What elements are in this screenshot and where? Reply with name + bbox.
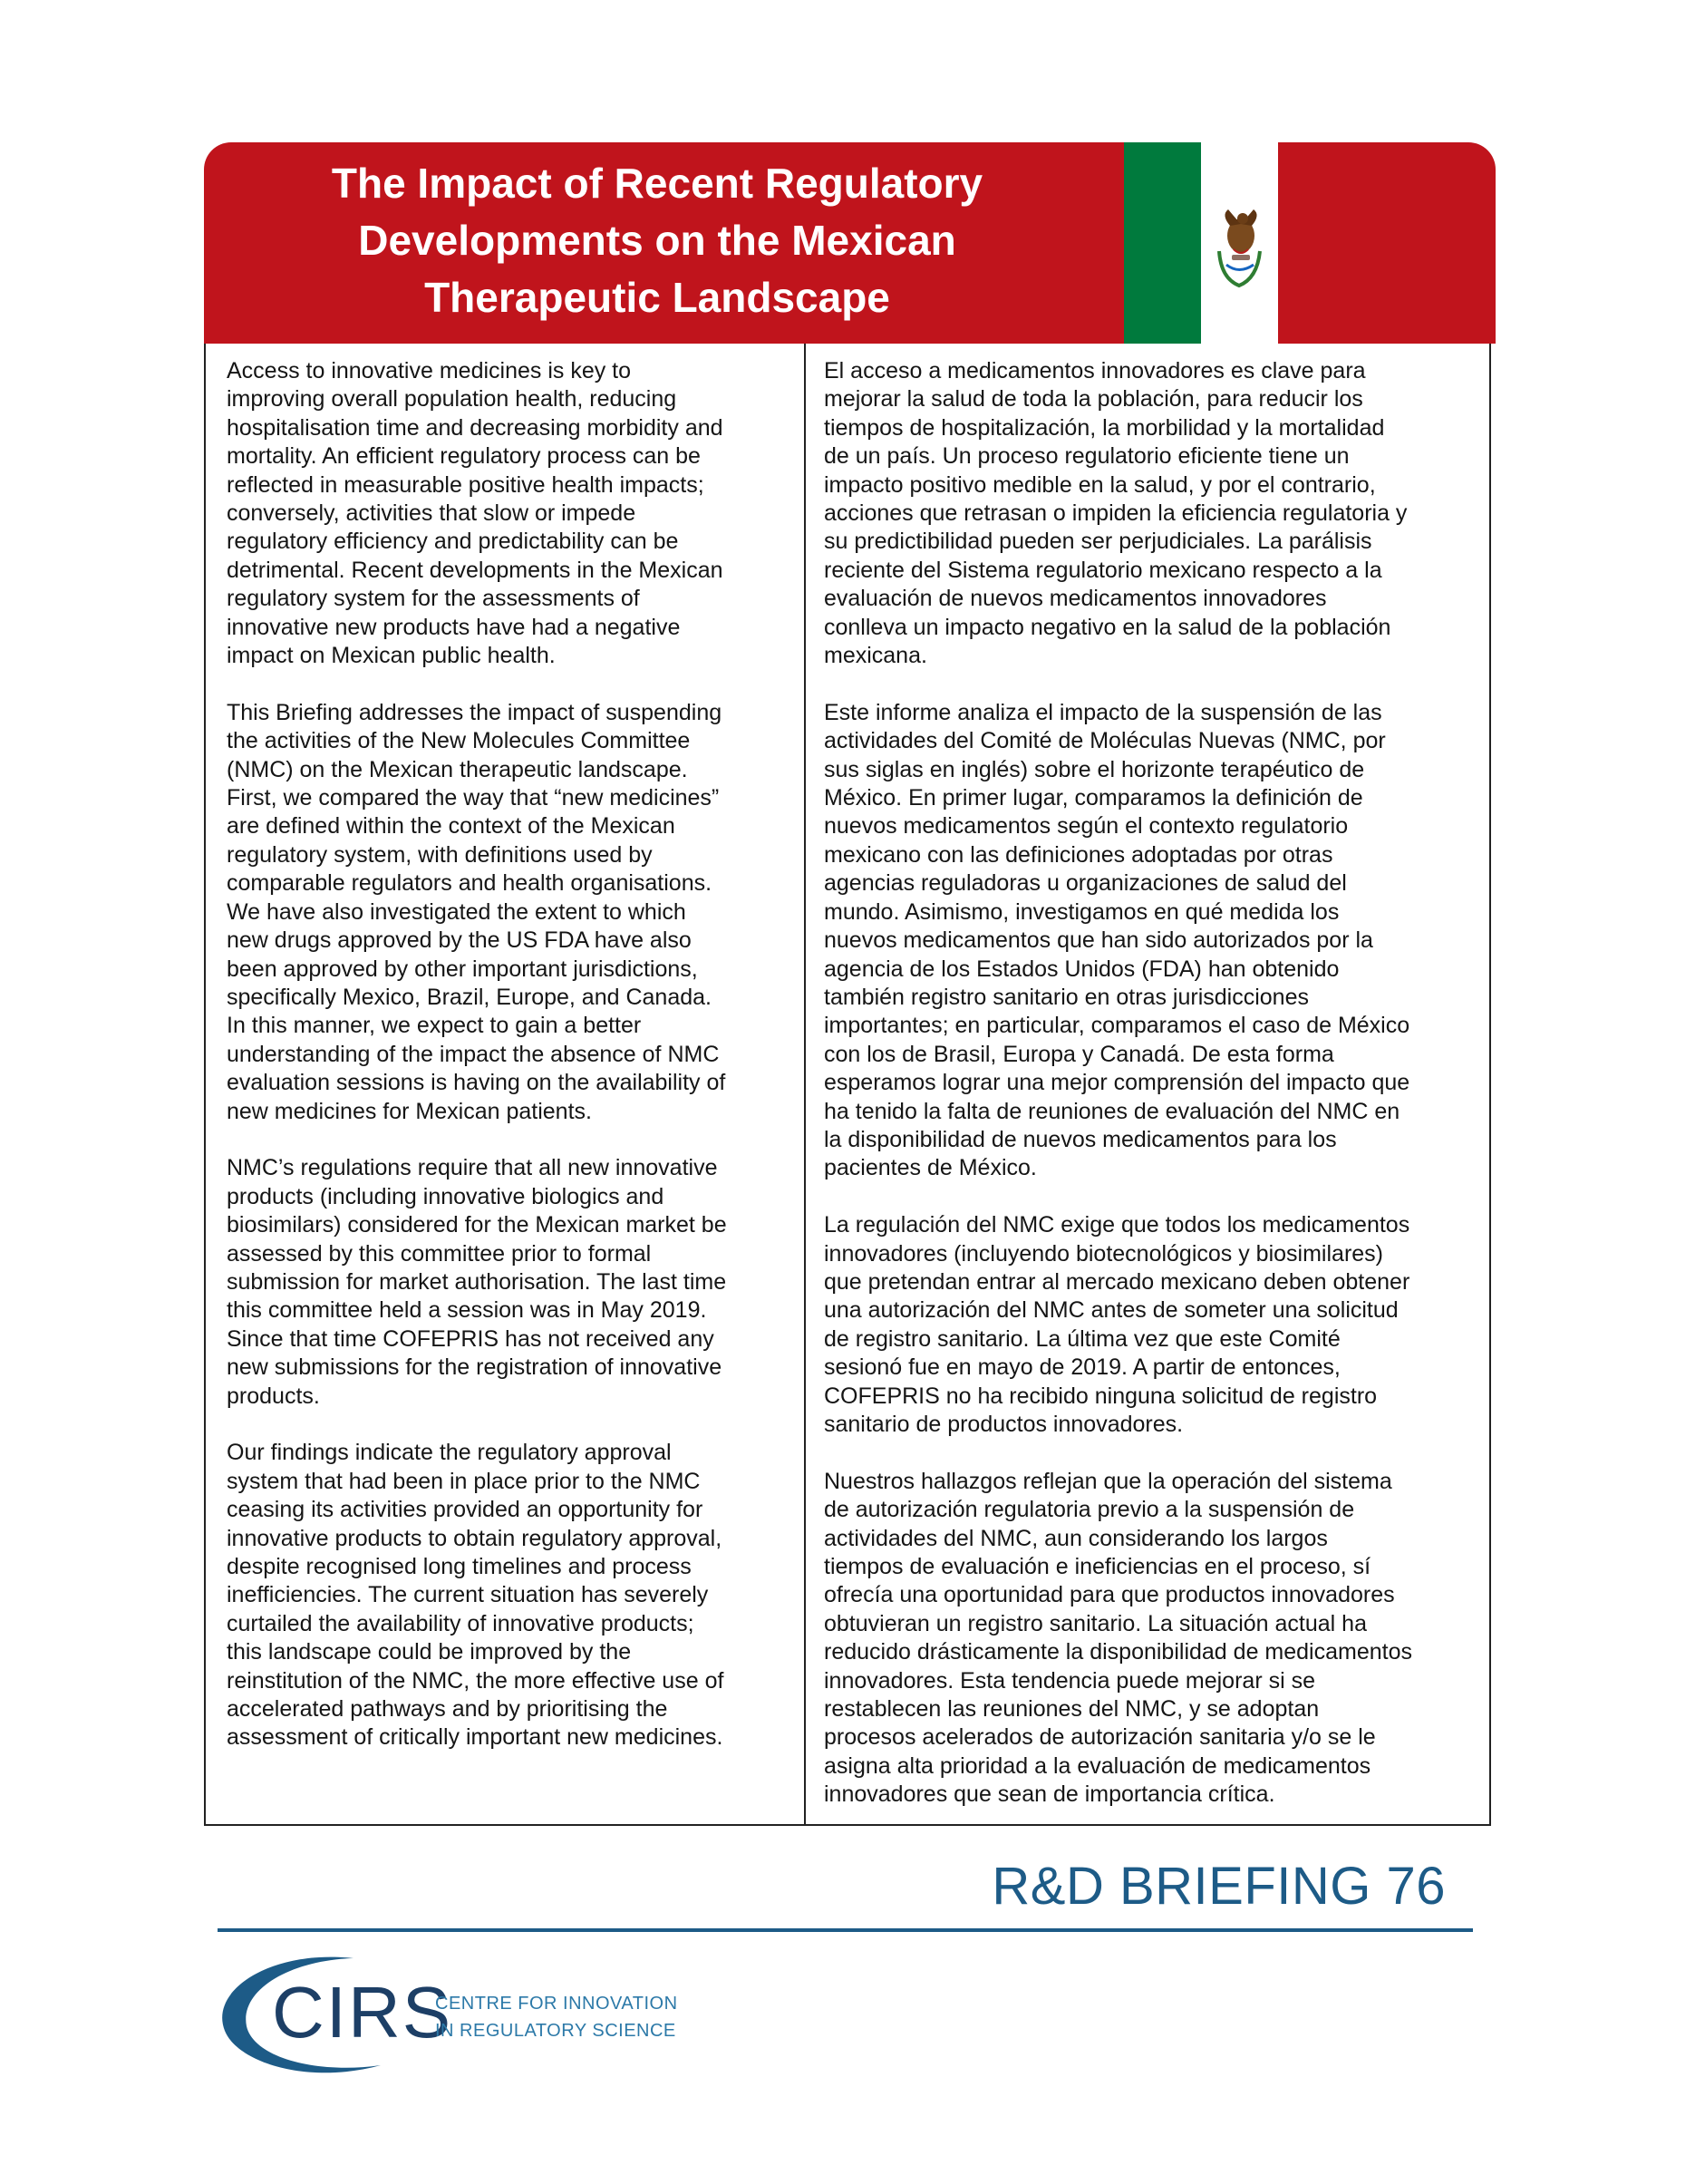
- text-line: restablecen las reuniones del NMC, y se adoptan: [824, 1696, 1320, 1723]
- text-line: detrimental. Recent developments in the Mexican: [227, 557, 723, 583]
- text-line: impacto positivo medible en la salud, y por el contrario,: [824, 471, 1376, 498]
- paragraph: [227, 699, 784, 1126]
- text-line: accelerated pathways and by prioritising the: [227, 1696, 668, 1723]
- text-line: innovadores. Esta tendencia puede mejorar si se: [824, 1667, 1315, 1694]
- text-line: new medicines for Mexican patients.: [227, 1098, 592, 1124]
- title-line: Developments on the Mexican: [358, 217, 956, 264]
- text-line: esperamos lograr una mejor comprensión del impacto que: [824, 1070, 1410, 1096]
- cirs-logo: [218, 1949, 678, 2085]
- text-line: impact on Mexican public health.: [227, 643, 556, 669]
- text-line: actividades del Comité de Moléculas Nuevas (NMC, por: [824, 728, 1386, 754]
- flag-white-band: [1201, 142, 1278, 344]
- text-line: reciente del Sistema regulatorio mexicano respecto a la: [824, 557, 1382, 583]
- text-line: Our findings indicate the regulatory approval: [227, 1440, 672, 1466]
- text-line: mexicano con las definiciones adoptadas por otras: [824, 841, 1333, 868]
- text-line: assessed by this committee prior to formal: [227, 1240, 652, 1267]
- text-line: agencia de los Estados Unidos (FDA) han obtenido: [824, 956, 1340, 982]
- eagle-emblem-icon: [1201, 142, 1278, 344]
- text-line: ha tenido la falta de reuniones de evaluación del NMC en: [824, 1098, 1400, 1124]
- text-line: Since that time COFEPRIS has not received any: [227, 1325, 714, 1352]
- text-line: understanding of the impact the absence of NMC: [227, 1041, 720, 1067]
- header-banner: [204, 142, 1496, 344]
- text-line: innovative new products have had a negative: [227, 614, 681, 640]
- text-line: First, we compared the way that “new medicines”: [227, 785, 720, 811]
- text-line: tiempos de hospitalización, la morbilidad y la mortalidad: [824, 414, 1385, 441]
- text-line: sanitario de productos innovadores.: [824, 1412, 1184, 1437]
- flag-red-band: [1278, 142, 1355, 344]
- logo-tagline-line: IN REGULATORY SCIENCE: [435, 2021, 676, 2041]
- paragraph: [227, 1154, 784, 1411]
- flag-green-band: [1124, 142, 1201, 344]
- text-line: evaluación de nuevos medicamentos innovadores: [824, 586, 1327, 612]
- text-line: obtuvieran un registro sanitario. La situación actual ha: [824, 1610, 1367, 1636]
- title-line: Therapeutic Landscape: [424, 274, 890, 321]
- text-line: submission for market authorisation. The last time: [227, 1268, 727, 1295]
- text-line: con los de Brasil, Europa y Canadá. De esta forma: [824, 1041, 1334, 1067]
- text-line: products.: [227, 1383, 320, 1409]
- text-line: this landscape could be improved by the: [227, 1639, 632, 1665]
- text-line: In this manner, we expect to gain a better: [227, 1013, 642, 1039]
- logo-tagline-line: CENTRE FOR INNOVATION: [435, 1994, 678, 2014]
- logo-word: CIRS: [272, 1972, 453, 2053]
- text-line: the activities of the New Molecules Committee: [227, 728, 691, 754]
- paragraph: [824, 699, 1472, 1183]
- text-line: inefficiencies. The current situation has severely: [227, 1582, 709, 1608]
- text-line: regulatory system, with definitions used by: [227, 841, 653, 868]
- text-line: specifically Mexico, Brazil, Europe, and Canada.: [227, 984, 712, 1010]
- text-line: are defined within the context of the Mexican: [227, 813, 675, 840]
- logo-tagline: [435, 1990, 678, 2044]
- text-line: biosimilars) considered for the Mexican market be: [227, 1212, 727, 1238]
- text-line: Access to innovative medicines is key to: [227, 358, 632, 383]
- text-line: comparable regulators and health organisations.: [227, 870, 712, 897]
- text-line: de registro sanitario. La última vez que este Comité: [824, 1325, 1341, 1352]
- text-line: mejorar la salud de toda la población, para reducir los: [824, 386, 1363, 413]
- text-line: ceasing its activities provided an opportunity for: [227, 1497, 703, 1523]
- text-line: been approved by other important jurisdictions,: [227, 956, 698, 982]
- text-line: importantes; en particular, comparamos el caso de México: [824, 1013, 1410, 1039]
- text-line: despite recognised long timelines and process: [227, 1554, 692, 1580]
- text-line: también registro sanitario en otras jurisdicciones: [824, 984, 1309, 1010]
- text-line: curtailed the availability of innovative products;: [227, 1610, 694, 1636]
- text-line: Este informe analiza el impacto de la suspensión de las: [824, 699, 1382, 725]
- text-line: acciones que retrasan o impiden la eficiencia regulatoria y: [824, 500, 1408, 527]
- text-line: this committee held a session was in May 2019.: [227, 1297, 707, 1324]
- text-line: sus siglas en inglés) sobre el horizonte terapéutico de: [824, 756, 1365, 782]
- text-line: regulatory system for the assessments of: [227, 586, 640, 612]
- text-line: El acceso a medicamentos innovadores es clave para: [824, 358, 1366, 383]
- text-line: innovadores (incluyendo biotecnológicos y biosimilares): [824, 1240, 1383, 1267]
- paragraph: [824, 1468, 1472, 1810]
- text-line: This Briefing addresses the impact of suspending: [227, 699, 722, 725]
- text-line: sesionó fue en mayo de 2019. A partir de entonces,: [824, 1354, 1341, 1381]
- text-line: new drugs approved by the US FDA have also: [227, 927, 692, 954]
- text-line: La regulación del NMC exige que todos los medicamentos: [824, 1212, 1410, 1238]
- text-line: hospitalisation time and decreasing morbidity and: [227, 414, 723, 441]
- text-line: la disponibilidad de nuevos medicamentos para los: [824, 1126, 1337, 1152]
- paragraph: [824, 357, 1472, 670]
- text-line: mexicana.: [824, 643, 927, 669]
- text-line: mundo. Asimismo, investigamos en qué medida los: [824, 898, 1340, 925]
- text-line: nuevos medicamentos que han sido autorizados por la: [824, 927, 1373, 954]
- paragraph: [824, 1211, 1472, 1439]
- content-box: [204, 344, 1491, 1826]
- text-line: (NMC) on the Mexican therapeutic landscape.: [227, 756, 688, 782]
- text-line: innovative products to obtain regulatory approval,: [227, 1525, 722, 1551]
- spanish-column: [824, 357, 1472, 1838]
- english-column: [227, 357, 784, 1781]
- paragraph: [227, 1439, 784, 1752]
- text-line: reinstitution of the NMC, the more effective use of: [227, 1667, 724, 1694]
- text-line: tiempos de evaluación e ineficiencias en el proceso, sí: [824, 1554, 1371, 1580]
- text-line: ofrecía una oportunidad para que productos innovadores: [824, 1582, 1395, 1608]
- text-line: reflected in measurable positive health impacts;: [227, 471, 704, 498]
- title-line: The Impact of Recent Regulatory: [331, 160, 983, 207]
- text-line: products (including innovative biologics and: [227, 1183, 664, 1209]
- briefing-number: R&D BRIEFING 76: [992, 1857, 1446, 1916]
- text-line: We have also investigated the extent to which: [227, 898, 686, 925]
- text-line: conversely, activities that slow or impede: [227, 500, 636, 527]
- text-line: su predictibilidad pueden ser perjudiciales. La parálisis: [824, 529, 1372, 555]
- text-line: Nuestros hallazgos reflejan que la operación del sistema: [824, 1468, 1392, 1494]
- text-line: nuevos medicamentos según el contexto regulatorio: [824, 813, 1349, 840]
- text-line: COFEPRIS no ha recibido ninguna solicitud de registro: [824, 1383, 1378, 1409]
- text-line: conlleva un impacto negativo en la salud de la población: [824, 614, 1391, 640]
- text-line: una autorización del NMC antes de someter una solicitud: [824, 1297, 1399, 1324]
- text-line: procesos acelerados de autorización sanitaria y/o se le: [824, 1724, 1376, 1751]
- text-line: reducido drásticamente la disponibilidad de medicamentos: [824, 1639, 1412, 1665]
- text-line: regulatory efficiency and predictability can be: [227, 529, 679, 555]
- text-line: actividades del NMC, aun considerando los largos: [824, 1525, 1328, 1551]
- text-line: asigna alta prioridad a la evaluación de medicamentos: [824, 1752, 1371, 1779]
- mexico-flag-icon: [1124, 142, 1355, 344]
- text-line: mortality. An efficient regulatory process can be: [227, 443, 701, 470]
- text-line: assessment of critically important new medicines.: [227, 1724, 723, 1751]
- text-line: innovadores que sean de importancia crítica.: [824, 1781, 1275, 1808]
- text-line: de un país. Un proceso regulatorio eficiente tiene un: [824, 443, 1350, 470]
- text-line: de autorización regulatoria previo a la suspensión de: [824, 1497, 1355, 1523]
- footer-rule: [218, 1928, 1473, 1932]
- text-line: NMC’s regulations require that all new innovative: [227, 1155, 718, 1181]
- text-line: evaluation sessions is having on the availability of: [227, 1070, 726, 1096]
- text-line: México. En primer lugar, comparamos la definición de: [824, 785, 1363, 811]
- text-line: system that had been in place prior to the NMC: [227, 1468, 701, 1494]
- text-line: improving overall population health, reducing: [227, 386, 677, 413]
- page-title: [204, 155, 1110, 326]
- text-line: que pretendan entrar al mercado mexicano deben obtener: [824, 1268, 1410, 1295]
- text-line: new submissions for the registration of innovative: [227, 1354, 722, 1381]
- text-line: pacientes de México.: [824, 1155, 1037, 1181]
- paragraph: [227, 357, 784, 670]
- column-divider: [804, 344, 806, 1824]
- text-line: agencias reguladoras u organizaciones de salud del: [824, 870, 1347, 897]
